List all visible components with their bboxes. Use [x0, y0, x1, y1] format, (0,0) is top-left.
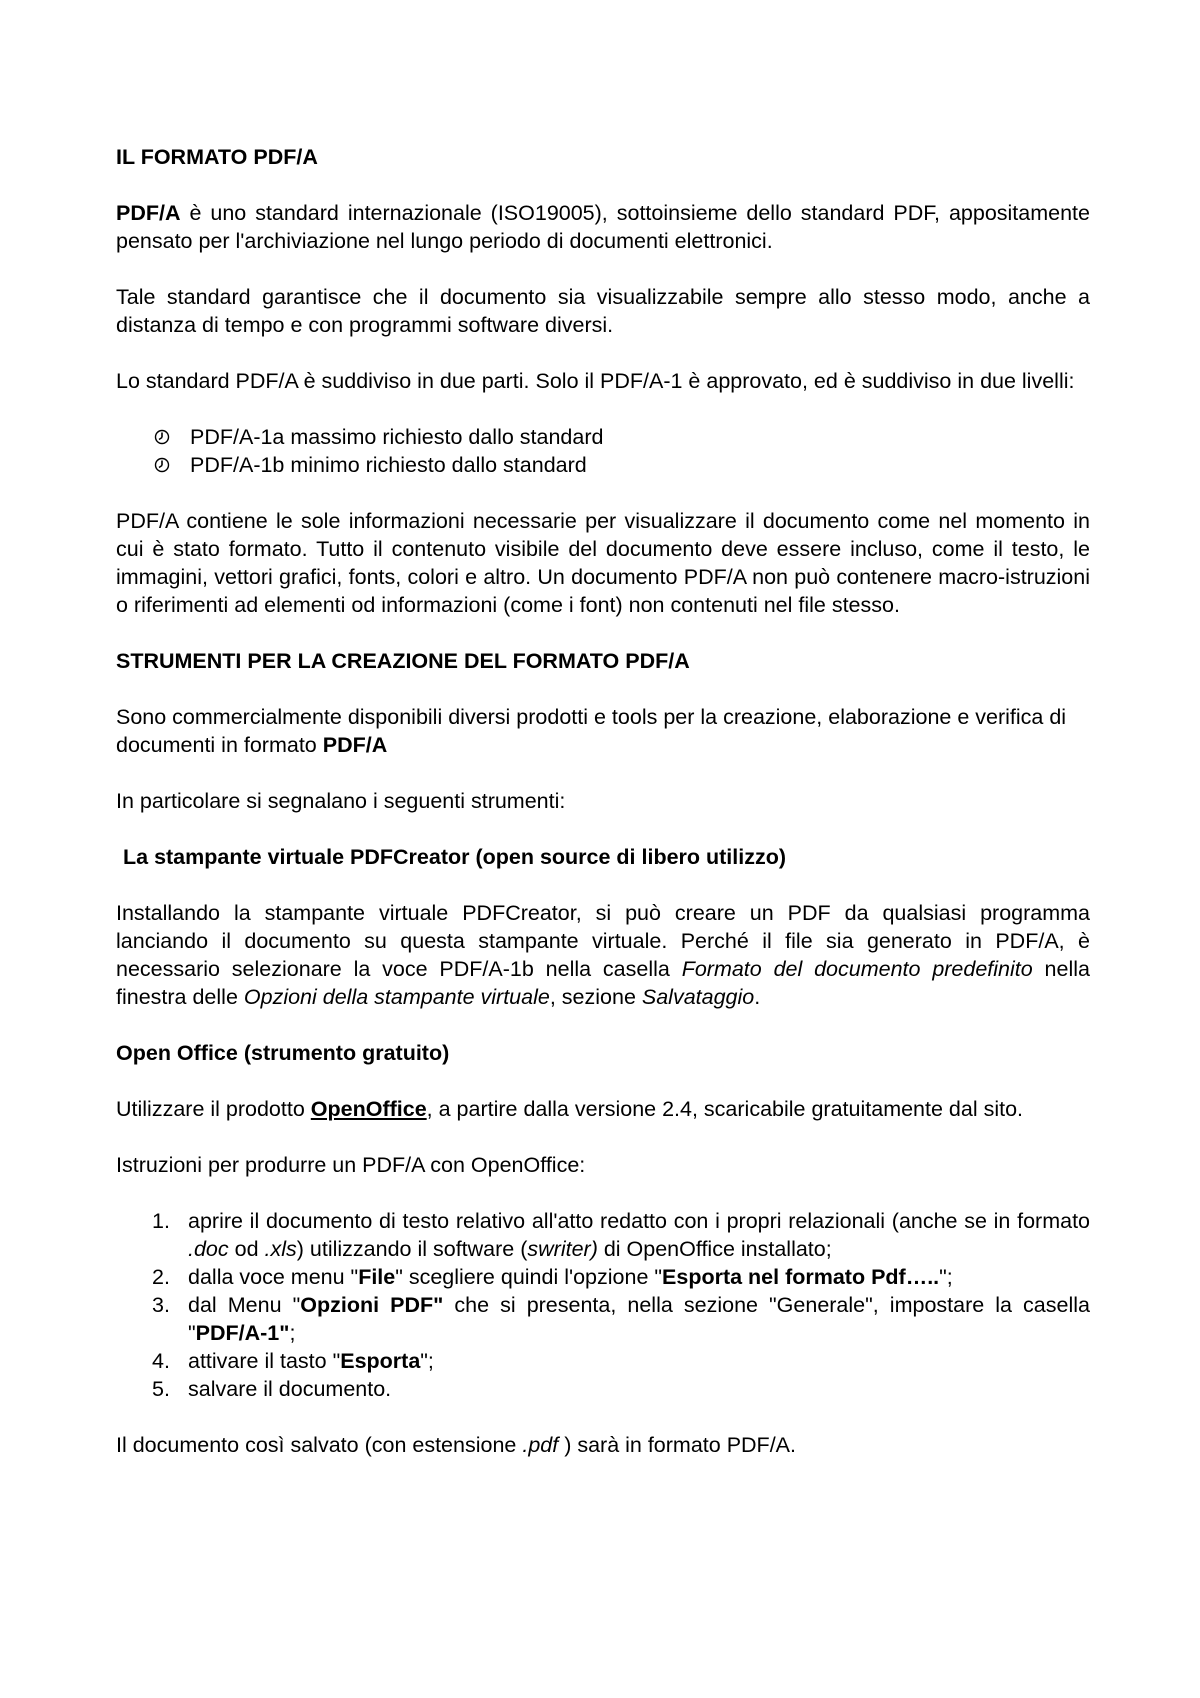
openoffice-text: , a partire dalla versione 2.4, scaricabile gratuitamente dal sito. [426, 1097, 1024, 1121]
tools-intro-text: Sono commercialmente disponibili diversi prodotti e tools per la creazione, elaborazione e verifica di documenti in formato [116, 705, 1067, 757]
list-item [116, 1375, 1090, 1403]
document-body [116, 143, 1090, 1459]
step-number: 4. [152, 1349, 170, 1373]
list-item [116, 1263, 1090, 1291]
step-fragment: dal Menu " [188, 1293, 301, 1317]
tools-heading: STRUMENTI PER LA CREAZIONE DEL FORMATO PDF/A [116, 649, 690, 673]
step-bold: File [358, 1265, 396, 1289]
pdfcreator-text: nella finestra delle [116, 957, 1090, 1009]
tools-intro-paragraph [116, 703, 1090, 759]
list-item [154, 423, 1090, 451]
pdfcreator-paragraph [116, 899, 1090, 1011]
openoffice-use-paragraph [116, 1095, 1090, 1123]
parts-paragraph: Lo standard PDF/A è suddiviso in due parti. Solo il PDF/A-1 è approvato, ed è suddiviso in due livelli: [116, 369, 1075, 393]
step-fragment: dalla voce menu " [188, 1265, 359, 1289]
intro-bold-lead: PDF/A [116, 201, 181, 225]
list-item [116, 1207, 1090, 1263]
pdfcreator-text: Installando la stampante virtuale PDFCreator, si può creare un PDF da qualsiasi programma lanciando il documento su questa stampante virtuale. Perché il file sia generato in PDF/A, è necessario selezionare la voce PDF/A-1b nella casella [116, 901, 1090, 981]
clock-bullet-icon [154, 429, 170, 445]
list-item [116, 1291, 1090, 1347]
openoffice-heading: Open Office (strumento gratuito) [116, 1041, 450, 1065]
step-bold: PDF/A-1" [195, 1321, 290, 1345]
closing-italic: .pdf [522, 1433, 559, 1457]
step-fragment: " scegliere quindi l'opzione " [395, 1265, 663, 1289]
levels-list [116, 423, 1090, 479]
step-fragment: ; [289, 1321, 296, 1345]
step-text [188, 1263, 1090, 1291]
list-item [154, 451, 1090, 479]
step-fragment: attivare il tasto " [188, 1349, 341, 1373]
tools-intro-bold: PDF/A [322, 733, 388, 757]
contents-paragraph: PDF/A contiene le sole informazioni necessarie per visualizzare il documento come nel momento in cui è stato formato. Tutto il contenuto visibile del documento deve essere incluso, come il testo, le immagini, vettori grafici, fonts, colori e altro. Un documento PDF/A non può contenere macro-istruzioni o riferimenti ad elementi od informazioni (come i font) non contenuti nel file stesso. [116, 509, 1090, 617]
closing-paragraph [116, 1431, 1090, 1459]
pdfcreator-italic: Formato del documento predefinito [681, 957, 1033, 981]
step-fragment: "; [939, 1265, 953, 1289]
pdfcreator-italic: Opzioni della stampante virtuale [243, 985, 550, 1009]
step-number: 3. [152, 1293, 170, 1317]
step-fragment: che si presenta, nella sezione "Generale", impostare la casella " [188, 1293, 1090, 1345]
level-label: PDF/A-1a massimo richiesto dallo standard [190, 425, 604, 449]
tools-list-intro: In particolare si segnalano i seguenti strumenti: [116, 789, 566, 813]
step-text [188, 1347, 1090, 1375]
step-fragment: "; [420, 1349, 434, 1373]
level-label: PDF/A-1b minimo richiesto dallo standard [190, 453, 587, 477]
list-item [116, 1347, 1090, 1375]
step-number: 5. [152, 1377, 170, 1401]
step-bold: Esporta nel formato Pdf….. [662, 1265, 940, 1289]
intro-text: è uno standard internazionale (ISO19005), sottoinsieme dello standard PDF, appositamente pensato per l'archiviazione nel lungo periodo di documenti elettronici. [116, 201, 1090, 253]
intro-paragraph [116, 199, 1090, 255]
step-italic: .xls [264, 1237, 297, 1261]
step-text [188, 1291, 1090, 1347]
closing-text: ) sarà in formato PDF/A. [558, 1433, 796, 1457]
step-fragment: aprire il documento di testo relativo all'atto redatto con i propri relazionali (anche se in formato [188, 1209, 1090, 1233]
step-text [188, 1207, 1090, 1263]
pdfcreator-text: , sezione [549, 985, 642, 1009]
step-italic: .doc [188, 1237, 229, 1261]
instructions-intro: Istruzioni per produrre un PDF/A con OpenOffice: [116, 1153, 586, 1177]
step-bold: Opzioni PDF" [300, 1293, 444, 1317]
step-number: 1. [152, 1209, 170, 1233]
guarantee-paragraph: Tale standard garantisce che il documento sia visualizzabile sempre allo stesso modo, anche a distanza di tempo e con programmi software diversi. [116, 285, 1090, 337]
pdfcreator-heading: La stampante virtuale PDFCreator (open source di libero utilizzo) [123, 845, 787, 869]
pdfcreator-italic: Salvataggio [641, 985, 755, 1009]
clock-bullet-icon [154, 457, 170, 473]
openoffice-text: Utilizzare il prodotto [116, 1097, 311, 1121]
instructions-list [116, 1207, 1090, 1403]
step-fragment: di OpenOffice installato; [597, 1237, 832, 1261]
openoffice-link[interactable]: OpenOffice [310, 1097, 427, 1121]
pdfcreator-text: . [754, 985, 761, 1009]
step-fragment: ) utilizzando il software ( [296, 1237, 528, 1261]
step-text: salvare il documento. [188, 1377, 392, 1401]
closing-text: Il documento così salvato (con estensione [116, 1433, 523, 1457]
step-fragment: od [228, 1237, 265, 1261]
page-title: IL FORMATO PDF/A [116, 145, 318, 169]
step-number: 2. [152, 1265, 170, 1289]
step-italic: swriter) [527, 1237, 598, 1261]
step-bold: Esporta [340, 1349, 421, 1373]
